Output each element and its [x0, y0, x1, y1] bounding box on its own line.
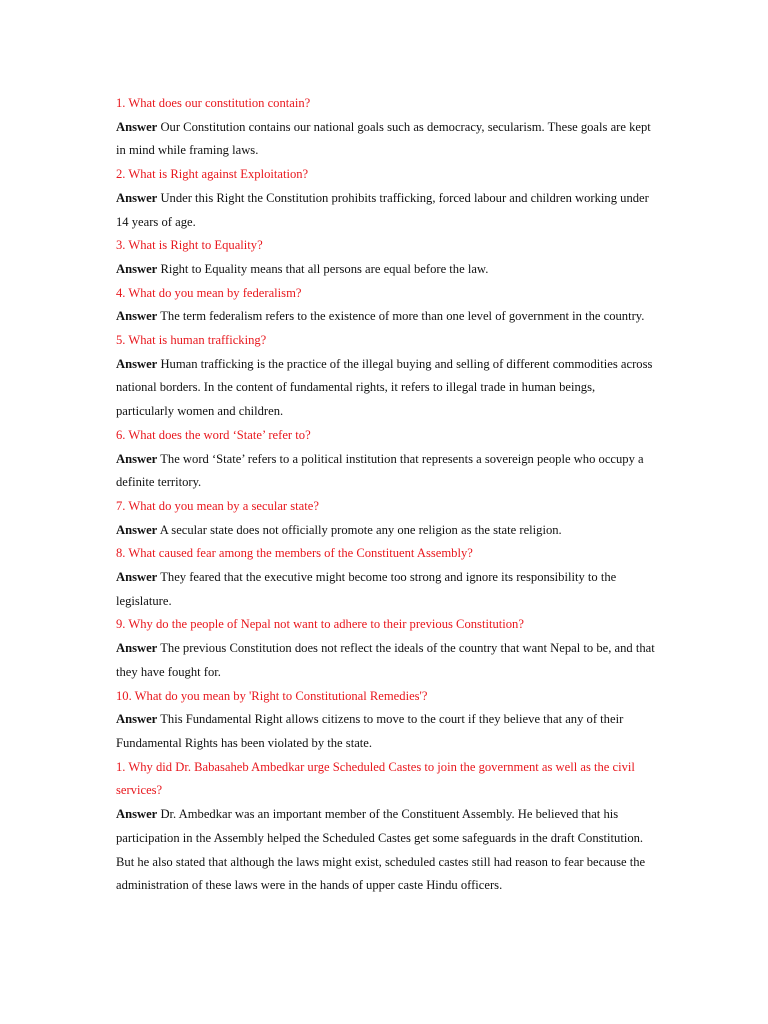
answer-text: A secular state does not officially promote any one religion as the state religion. [159, 522, 562, 537]
answer-paragraph [116, 803, 656, 898]
answer-label: Answer [116, 451, 158, 466]
qa-item [116, 282, 656, 329]
answer-text: They feared that the executive might become too strong and ignore its responsibility to the legislature. [116, 570, 617, 608]
answer-text: Under this Right the Constitution prohibits trafficking, forced labour and children working under 14 years of age. [116, 190, 649, 229]
answer-text: The word ‘State’ refers to a political institution that represents a sovereign people who occupy a definite territory. [116, 451, 644, 490]
answer-label: Answer [116, 570, 158, 585]
answer-label: Answer [116, 309, 158, 324]
answer-paragraph [116, 305, 656, 329]
answer-label: Answer [116, 261, 158, 276]
answer-paragraph [116, 708, 656, 755]
qa-item [116, 92, 656, 163]
answer-label: Answer [116, 119, 158, 134]
answer-text: The term federalism refers to the existence of more than one level of government in the country. [160, 309, 645, 324]
qa-item [116, 234, 656, 281]
qa-item [116, 542, 656, 613]
answer-paragraph [116, 258, 656, 282]
question-text: 9. Why do the people of Nepal not want to adhere to their previous Constitution? [116, 617, 524, 632]
answer-label: Answer [116, 356, 158, 371]
answer-label: Answer [116, 641, 158, 656]
question-text: 6. What does the word ‘State’ refer to? [116, 427, 311, 442]
question-text: 1. What does our constitution contain? [116, 96, 311, 110]
answer-label: Answer [116, 712, 158, 727]
answer-label: Answer [116, 190, 158, 205]
answer-label: Answer [116, 807, 158, 822]
answer-text: This Fundamental Right allows citizens to move to the court if they believe that any of their Fundamental Rights has been violated by the state. [116, 712, 624, 750]
answer-paragraph [116, 353, 656, 424]
answer-text: Dr. Ambedkar was an important member of the Constituent Assembly. He believed that his participation in the Assembly helped the Scheduled Castes get some safeguards in the draft Constitution. But he also stated that although the laws might exist, scheduled castes still had reason to fear because the administration of these laws were in the hands of upper caste Hindu officers. [116, 807, 646, 893]
answer-paragraph [116, 519, 656, 543]
answer-text: The previous Constitution does not reflect the ideals of the country that want Nepal to be, and that they have fought for. [116, 641, 655, 679]
qa-item [116, 329, 656, 424]
answer-paragraph [116, 187, 656, 234]
qa-item [116, 495, 656, 542]
question-text: 2. What is Right against Exploitation? [116, 167, 309, 182]
qa-item [116, 613, 656, 684]
qa-item [116, 163, 656, 234]
question-text: 3. What is Right to Equality? [116, 238, 263, 253]
answer-label: Answer [116, 522, 158, 537]
qa-item [116, 756, 656, 898]
qa-item [116, 424, 656, 495]
answer-paragraph [116, 116, 656, 163]
answer-paragraph [116, 448, 656, 495]
answer-paragraph [116, 566, 656, 613]
answer-text: Human trafficking is the practice of the illegal buying and selling of different commodities across national borders. In the content of fundamental rights, it refers to illegal trade in human beings, particularly women and children. [116, 356, 653, 419]
question-text: 8. What caused fear among the members of the Constituent Assembly? [116, 546, 473, 561]
question-text: 5. What is human trafficking? [116, 333, 267, 348]
answer-text: Our Constitution contains our national goals such as democracy, secularism. These goals are kept in mind while framing laws. [116, 119, 651, 158]
question-text: 1. Why did Dr. Babasaheb Ambedkar urge Scheduled Castes to join the government as well as the civil services? [116, 759, 635, 798]
document-page [116, 92, 656, 898]
answer-paragraph [116, 637, 656, 684]
question-text: 7. What do you mean by a secular state? [116, 498, 319, 513]
question-text: 10. What do you mean by 'Right to Constitutional Remedies'? [116, 688, 428, 703]
qa-item [116, 685, 656, 756]
question-text: 4. What do you mean by federalism? [116, 285, 302, 300]
answer-text: Right to Equality means that all persons are equal before the law. [160, 261, 489, 276]
